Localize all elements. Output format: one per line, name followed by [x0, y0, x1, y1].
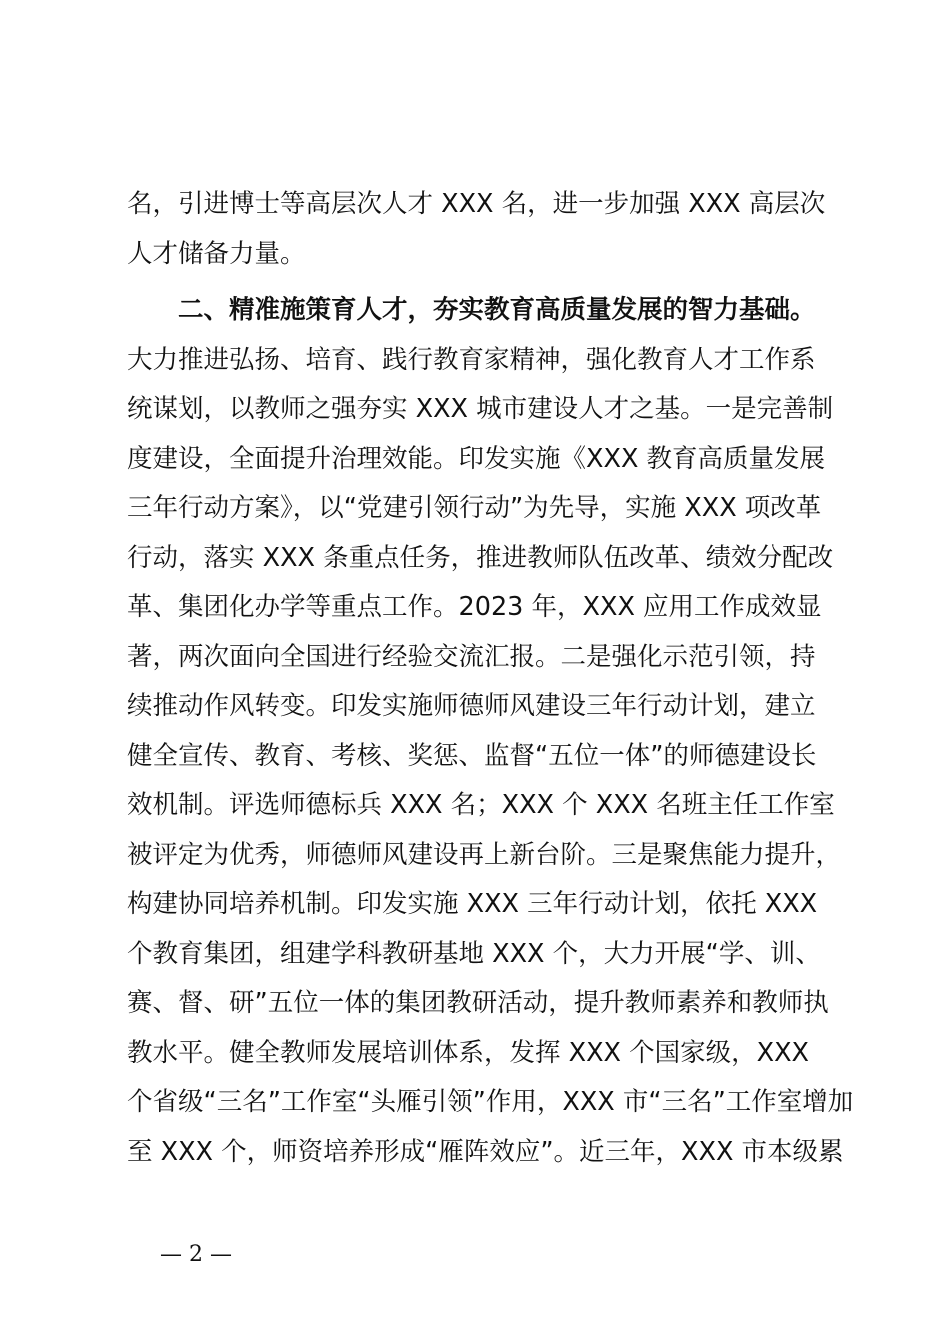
text-line: 著，两次面向全国进行经验交流汇报。二是强化示范引领，持	[127, 641, 816, 672]
text-line: 大力推进弘扬、培育、践行教育家精神，强化教育人才工作系	[127, 344, 816, 375]
page-number: — 2 —	[160, 1242, 232, 1267]
text-line: 构建协同培养机制。印发实施 XXX 三年行动计划，依托 XXX	[127, 889, 818, 919]
text-line: 统谋划，以教师之强夯实 XXX 城市建设人才之基。一是完善制	[127, 394, 834, 424]
text-line: 续推动作风转变。印发实施师德师风建设三年行动计划，建立	[127, 691, 816, 721]
text-line: 个省级“三名”工作室“头雁引领”作用，XXX 市“三名”工作室增加	[127, 1087, 854, 1117]
text-line: 被评定为优秀，师德师风建设再上新台阶。三是聚焦能力提升，	[127, 839, 842, 870]
section-paragraph	[127, 336, 887, 1178]
document-body	[127, 180, 887, 1177]
paragraph-gap	[127, 279, 887, 286]
section-heading: 二、精准施策育人才，夯实教育高质量发展的智力基础。	[178, 295, 816, 325]
text-line: 效机制。评选师德标兵 XXX 名；XXX 个 XXX 名班主任工作室	[127, 790, 835, 820]
text-line: 赛、督、研”五位一体的集团教研活动，提升教师素养和教师执	[127, 988, 829, 1018]
text-line: 三年行动方案》，以“党建引领行动”为先导，实施 XXX 项改革	[127, 493, 822, 523]
text-line: 教水平。健全教师发展培训体系，发挥 XXX 个国家级，XXX	[127, 1037, 810, 1068]
text-line: 行动，落实 XXX 条重点任务，推进教师队伍改革、绩效分配改	[127, 542, 834, 573]
text-line: 人才储备力量。	[127, 238, 306, 269]
text-line: 健全宣传、教育、考核、奖惩、监督“五位一体”的师德建设长	[127, 740, 817, 771]
text-line: 革、集团化办学等重点工作。2023 年，XXX 应用工作成效显	[127, 592, 822, 622]
text-line: 名，引进博士等高层次人才 XXX 名，进一步加强 XXX 高层次	[127, 189, 826, 219]
paragraph-continuation	[127, 180, 887, 279]
text-line: 至 XXX 个，师资培养形成“雁阵效应”。近三年，XXX 市本级累	[127, 1136, 844, 1167]
text-line: 度建设，全面提升治理效能。印发实施《XXX 教育高质量发展	[127, 443, 826, 474]
text-line: 个教育集团，组建学科教研基地 XXX 个，大力开展“学、训、	[127, 938, 821, 969]
